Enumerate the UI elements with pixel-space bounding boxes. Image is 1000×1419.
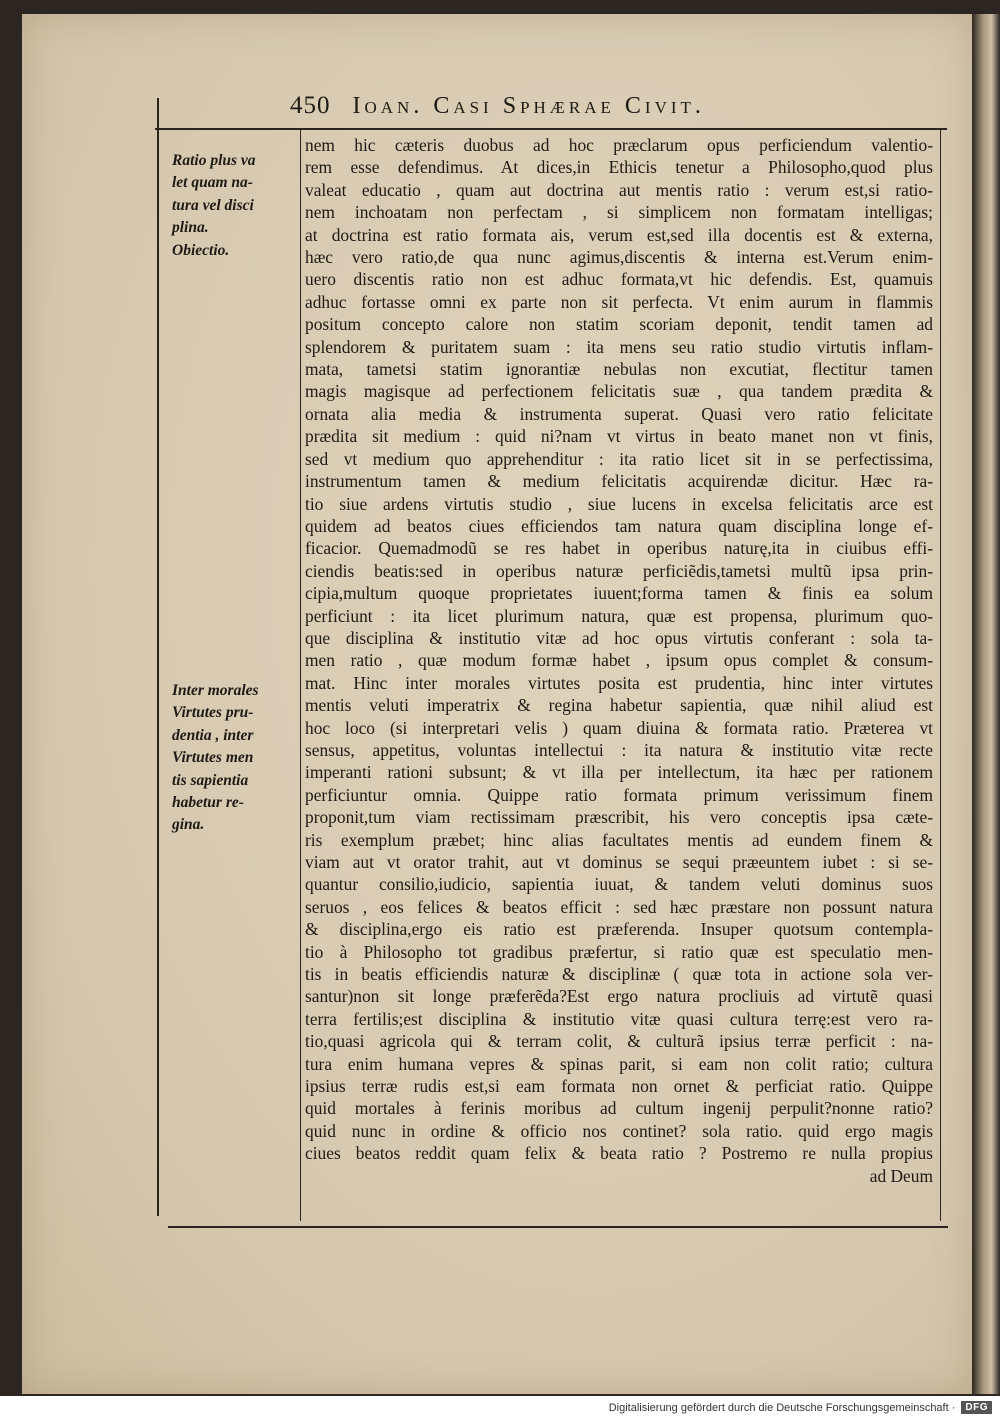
margin-note-line: Inter morales bbox=[172, 682, 259, 699]
text-line: terra fertilis;est disciplina & institutio vitæ quasi cultura terrę:est vero ra- bbox=[305, 1008, 933, 1029]
page-number: 450 bbox=[290, 92, 331, 119]
margin-note-line: plina. bbox=[172, 219, 209, 237]
text-line: quidem ad beatos ciues efficiendos tam natura quam disciplina longe ef- bbox=[305, 515, 933, 536]
text-line: splendorem & puritatem suam : ita mens seu ratio studio virtutis inflam- bbox=[305, 336, 933, 357]
text-line: valeat educatio , quam aut doctrina aut mentis ratio : verum est,si ratio- bbox=[305, 179, 933, 200]
text-line: men ratio , quæ modum formæ habet , ipsum opus complet & consum- bbox=[305, 650, 933, 671]
margin-rule bbox=[157, 98, 159, 1216]
page-edge bbox=[972, 14, 1000, 1394]
text-line: tis in beatis efficiendis naturæ & disciplinæ ( quæ tota in actione sola ver- bbox=[305, 964, 933, 985]
text-line: tio,quasi agricola qui & terram colit, & culturã ipsius terræ perficit : na- bbox=[305, 1031, 933, 1052]
text-line: perficiunt : ita licet plurimum natura, quæ est propensa, plurimum quo- bbox=[305, 605, 933, 626]
text-line: ad Deum bbox=[869, 1165, 933, 1186]
text-line: at doctrina est ratio formata ais, verum est,sed illa docentis est & externa, bbox=[305, 224, 933, 245]
text-line: proponit,tum viam rectissimam præscribit, his vero conceptis ipsa cæte- bbox=[305, 807, 933, 828]
margin-note bbox=[172, 150, 296, 262]
margin-note-line: Virtutes men bbox=[172, 749, 254, 767]
text-line: sed vt medium quo apprehenditur : ita ratio licet sit in se perfectissima, bbox=[305, 448, 933, 469]
text-line: perficiuntur omnia. Quippe ratio formata primum verissimum finem bbox=[305, 784, 933, 805]
margin-note-line: Ratio plus va bbox=[172, 152, 256, 169]
text-line: & disciplina,ergo eis ratio est præferenda. Insuper quotsum contempla- bbox=[305, 919, 933, 940]
text-line: ornata alia media & instrumenta superat. Quasi vero ratio felicitate bbox=[305, 403, 933, 424]
right-rule bbox=[940, 128, 941, 1221]
text-line: magis magisque ad perfectionem felicitatis suæ , qua tandem prædita & bbox=[305, 381, 933, 402]
text-line: nem hic cæteris duobus ad hoc præclarum opus perficiendum valentio- bbox=[305, 135, 933, 155]
text-line: sensus, appetitus, voluntas intellectui : ita natura & institutio vitæ recte bbox=[305, 739, 933, 760]
text-line: cipia,multum quoque proprietates iuuent;forma tamen & finis ea solum bbox=[305, 583, 933, 604]
text-line: mat. Hinc inter morales virtutes posita est prudentia, hinc inter virtutes bbox=[305, 672, 933, 693]
credit-text: Digitalisierung gefördert durch die Deutsche Forschungsgemeinschaft · bbox=[608, 1401, 956, 1414]
text-line: hæc vero ratio,de qua nunc agimus,discentis & interna est.Verum enim- bbox=[305, 247, 933, 268]
text-line: tio siue ardens virtutis studio , siue lucens in excelsa felicitatis arce est bbox=[305, 493, 933, 514]
column-rule bbox=[300, 128, 301, 1221]
text-line: seruos , eos felices & beatos efficit : sed hæc præstare non possunt natura bbox=[305, 896, 933, 917]
text-line: quantur consilio,iudicio, sapientia iuuat, & tandem veluti dominus suos bbox=[305, 874, 933, 895]
text-line: ciues beatos reddit quam felix & beata ratio ? Postremo re nulla propius bbox=[305, 1143, 933, 1164]
body-text bbox=[305, 134, 933, 1187]
text-line: prædita sit medium : quid ni?nam vt virtus in beato manet non vt finis, bbox=[305, 426, 933, 447]
text-line: instrumentum tamen & medium felicitatis acquirendæ dicitur. Hæc ra- bbox=[305, 471, 933, 492]
text-line: hoc loco (si interpretari velis ) quam diuina & formata ratio. Præterea vt bbox=[305, 717, 933, 738]
text-line: mata, tametsi statim ignorantiæ nebulas non excutiat, flectitur tamen bbox=[305, 359, 933, 380]
text-line: nem inchoatam non perfectam , si simplicem non formatam intelligas; bbox=[305, 202, 933, 223]
text-line: ficacior. Quemadmodũ se res habet in operibus naturę,ita in ciuibus effi- bbox=[305, 538, 933, 559]
text-line: ris exemplum præbet; hinc alias facultates mentis ad eundem finem & bbox=[305, 829, 933, 850]
footer-rule bbox=[168, 1226, 948, 1228]
text-line: positum concepto calore non statim scoriam deponit, tendit tamen ad bbox=[305, 314, 933, 335]
dfg-logo: DFG bbox=[961, 1401, 992, 1414]
margin-note-line: gina. bbox=[172, 816, 205, 834]
text-line: uero discentis ratio non est adhuc formata,vt hic defendis. Est, quamuis bbox=[305, 269, 933, 290]
text-line: ciendis beatis:sed in operibus naturæ perficiẽdis,tametsi multũ ipsa prin- bbox=[305, 560, 933, 581]
digitization-credit-bar bbox=[0, 1396, 1000, 1419]
margin-note-line: tis sapientia bbox=[172, 771, 249, 789]
text-line: quid nunc in ordine & officio nos continet? sola ratio. quid ergo magis bbox=[305, 1120, 933, 1141]
margin-note-line: let quam na- bbox=[172, 174, 253, 192]
margin-note-line: Virtutes pru- bbox=[172, 704, 254, 722]
running-header bbox=[290, 92, 950, 132]
text-line: que disciplina & institutio vitæ ad hoc opus virtutis conferant : sola ta- bbox=[305, 627, 933, 648]
text-line: ipsius terræ rudis est,si eam formata non ornet & perficiat ratio. Quippe bbox=[305, 1076, 933, 1097]
margin-note-line: tura vel disci bbox=[172, 196, 254, 214]
margin-note-line: Obiectio. bbox=[172, 241, 230, 259]
margin-note bbox=[172, 680, 296, 837]
text-line: adhuc fortasse omni ex parte non sit perfecta. Vt enim aurum in flammis bbox=[305, 291, 933, 312]
text-line: imperanti rationi subsunt; & vt illa per intellectum, ita hæc per rationem bbox=[305, 762, 933, 783]
margin-note-line: dentia , inter bbox=[172, 726, 254, 744]
margin-note-line: habetur re- bbox=[172, 794, 244, 812]
text-line: tura enim humana vepres & spinas parit, si eam non colit ratio; cultura bbox=[305, 1053, 933, 1074]
text-line: mentis veluti imperatrix & regina habetur sapientia, quæ nihil aliud est bbox=[305, 695, 933, 716]
text-line: tio à Philosopho tot gradibus præfertur, si ratio quæ est speculatio men- bbox=[305, 941, 933, 962]
running-title: Ioan. Casi Sphærae Civit. bbox=[352, 93, 705, 119]
text-line: rem esse defendimus. At dices,in Ethicis tenetur a Philosopho,quod plus bbox=[305, 157, 933, 178]
text-line: santur)non sit longe præferẽda?Est ergo natura procliuis ad virtutẽ quasi bbox=[305, 986, 933, 1007]
text-line: viam aut vt orator trahit, aut vt dominus se sequi præeuntem iubet : si se- bbox=[305, 852, 933, 872]
text-line: quid mortales à ferinis moribus ad cultum ingenij perpulit?nonne ratio? bbox=[305, 1098, 933, 1119]
